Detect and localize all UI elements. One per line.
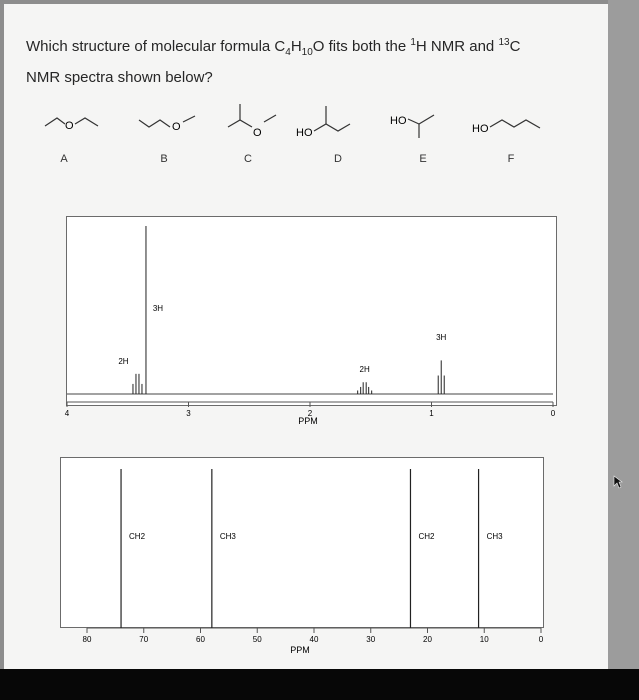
structure-d-atom: HO — [296, 127, 313, 139]
h-nmr-peak — [438, 360, 444, 394]
structure-f — [470, 100, 560, 140]
structure-b — [135, 100, 205, 140]
h-nmr-spectrum — [55, 216, 575, 436]
c-nmr-tick-label: 70 — [139, 635, 149, 644]
h-nmr-integration-label: 3H — [152, 304, 164, 313]
c-nmr-spectrum — [55, 457, 555, 662]
c-nmr-tick-label: 20 — [423, 635, 432, 644]
c-nmr-tick-label: 30 — [366, 635, 376, 644]
screen-edge — [608, 0, 639, 669]
h-nmr-tick-label: 1 — [429, 409, 434, 418]
q-mid: fits both the — [324, 38, 411, 55]
q-sup-13: 13 — [498, 37, 510, 48]
question-line-1 — [26, 30, 586, 65]
c-nmr-peak-label: CH2 — [418, 532, 435, 541]
q-h-nmr: H NMR and — [415, 38, 499, 55]
structure-b-atom: O — [172, 121, 181, 133]
h-nmr-tick-label: 4 — [64, 409, 70, 418]
structure-e-atom: HO — [390, 115, 407, 127]
q-o: O — [312, 38, 325, 55]
q-sub-10: 10 — [301, 47, 313, 58]
c-nmr-tick-label: 0 — [538, 635, 544, 644]
question-line-2: NMR spectra shown below? — [26, 69, 213, 86]
mouse-cursor-icon — [613, 475, 623, 489]
c-nmr-tick-label: 40 — [309, 635, 319, 644]
structure-c-atom: O — [253, 127, 262, 139]
c-nmr-peak-label: CH3 — [486, 532, 503, 541]
q-h: H — [290, 38, 302, 55]
c-nmr-peak-label: CH2 — [129, 532, 146, 541]
h-nmr-xlabel: PPM — [298, 416, 318, 426]
structure-c-label: C — [244, 153, 252, 165]
q-prefix: Which structure of molecular formula C — [26, 38, 286, 55]
c-nmr-tick-label: 10 — [479, 635, 489, 644]
structure-f-atom: HO — [472, 123, 489, 135]
structure-b-label: B — [160, 153, 168, 165]
c-nmr-tick-label: 60 — [196, 635, 205, 644]
structure-c — [222, 100, 297, 140]
h-nmr-peak — [133, 374, 142, 394]
h-nmr-integration-label: 2H — [118, 356, 129, 366]
c-nmr-peak-label: CH3 — [219, 532, 236, 541]
screen-bezel — [0, 669, 639, 700]
structure-e — [388, 100, 458, 140]
q-sub-4: 4 — [285, 47, 291, 58]
h-nmr-tick-label: 2 — [307, 409, 313, 418]
c-nmr-tick-label: 80 — [82, 635, 92, 644]
structure-d-label: D — [334, 153, 342, 165]
structure-a-atom: O — [65, 120, 74, 132]
structure-e-label: E — [419, 153, 427, 165]
h-nmr-tick-label: 3 — [186, 409, 191, 418]
h-nmr-peak — [358, 382, 372, 394]
h-nmr-integration-label: 2H — [359, 365, 370, 375]
c-nmr-xlabel: PPM — [290, 645, 310, 655]
h-nmr-tick-label: 0 — [550, 409, 556, 418]
structure-f-label: F — [507, 153, 515, 165]
structure-d — [294, 100, 374, 140]
h-nmr-integration-label: 3H — [436, 333, 447, 342]
question-text — [26, 30, 586, 90]
c-nmr-tick-label: 50 — [252, 635, 262, 644]
q-sup-1: 1 — [410, 37, 416, 48]
q-c: C — [509, 38, 521, 55]
structure-a-label: A — [60, 153, 68, 165]
structure-a — [40, 100, 110, 140]
